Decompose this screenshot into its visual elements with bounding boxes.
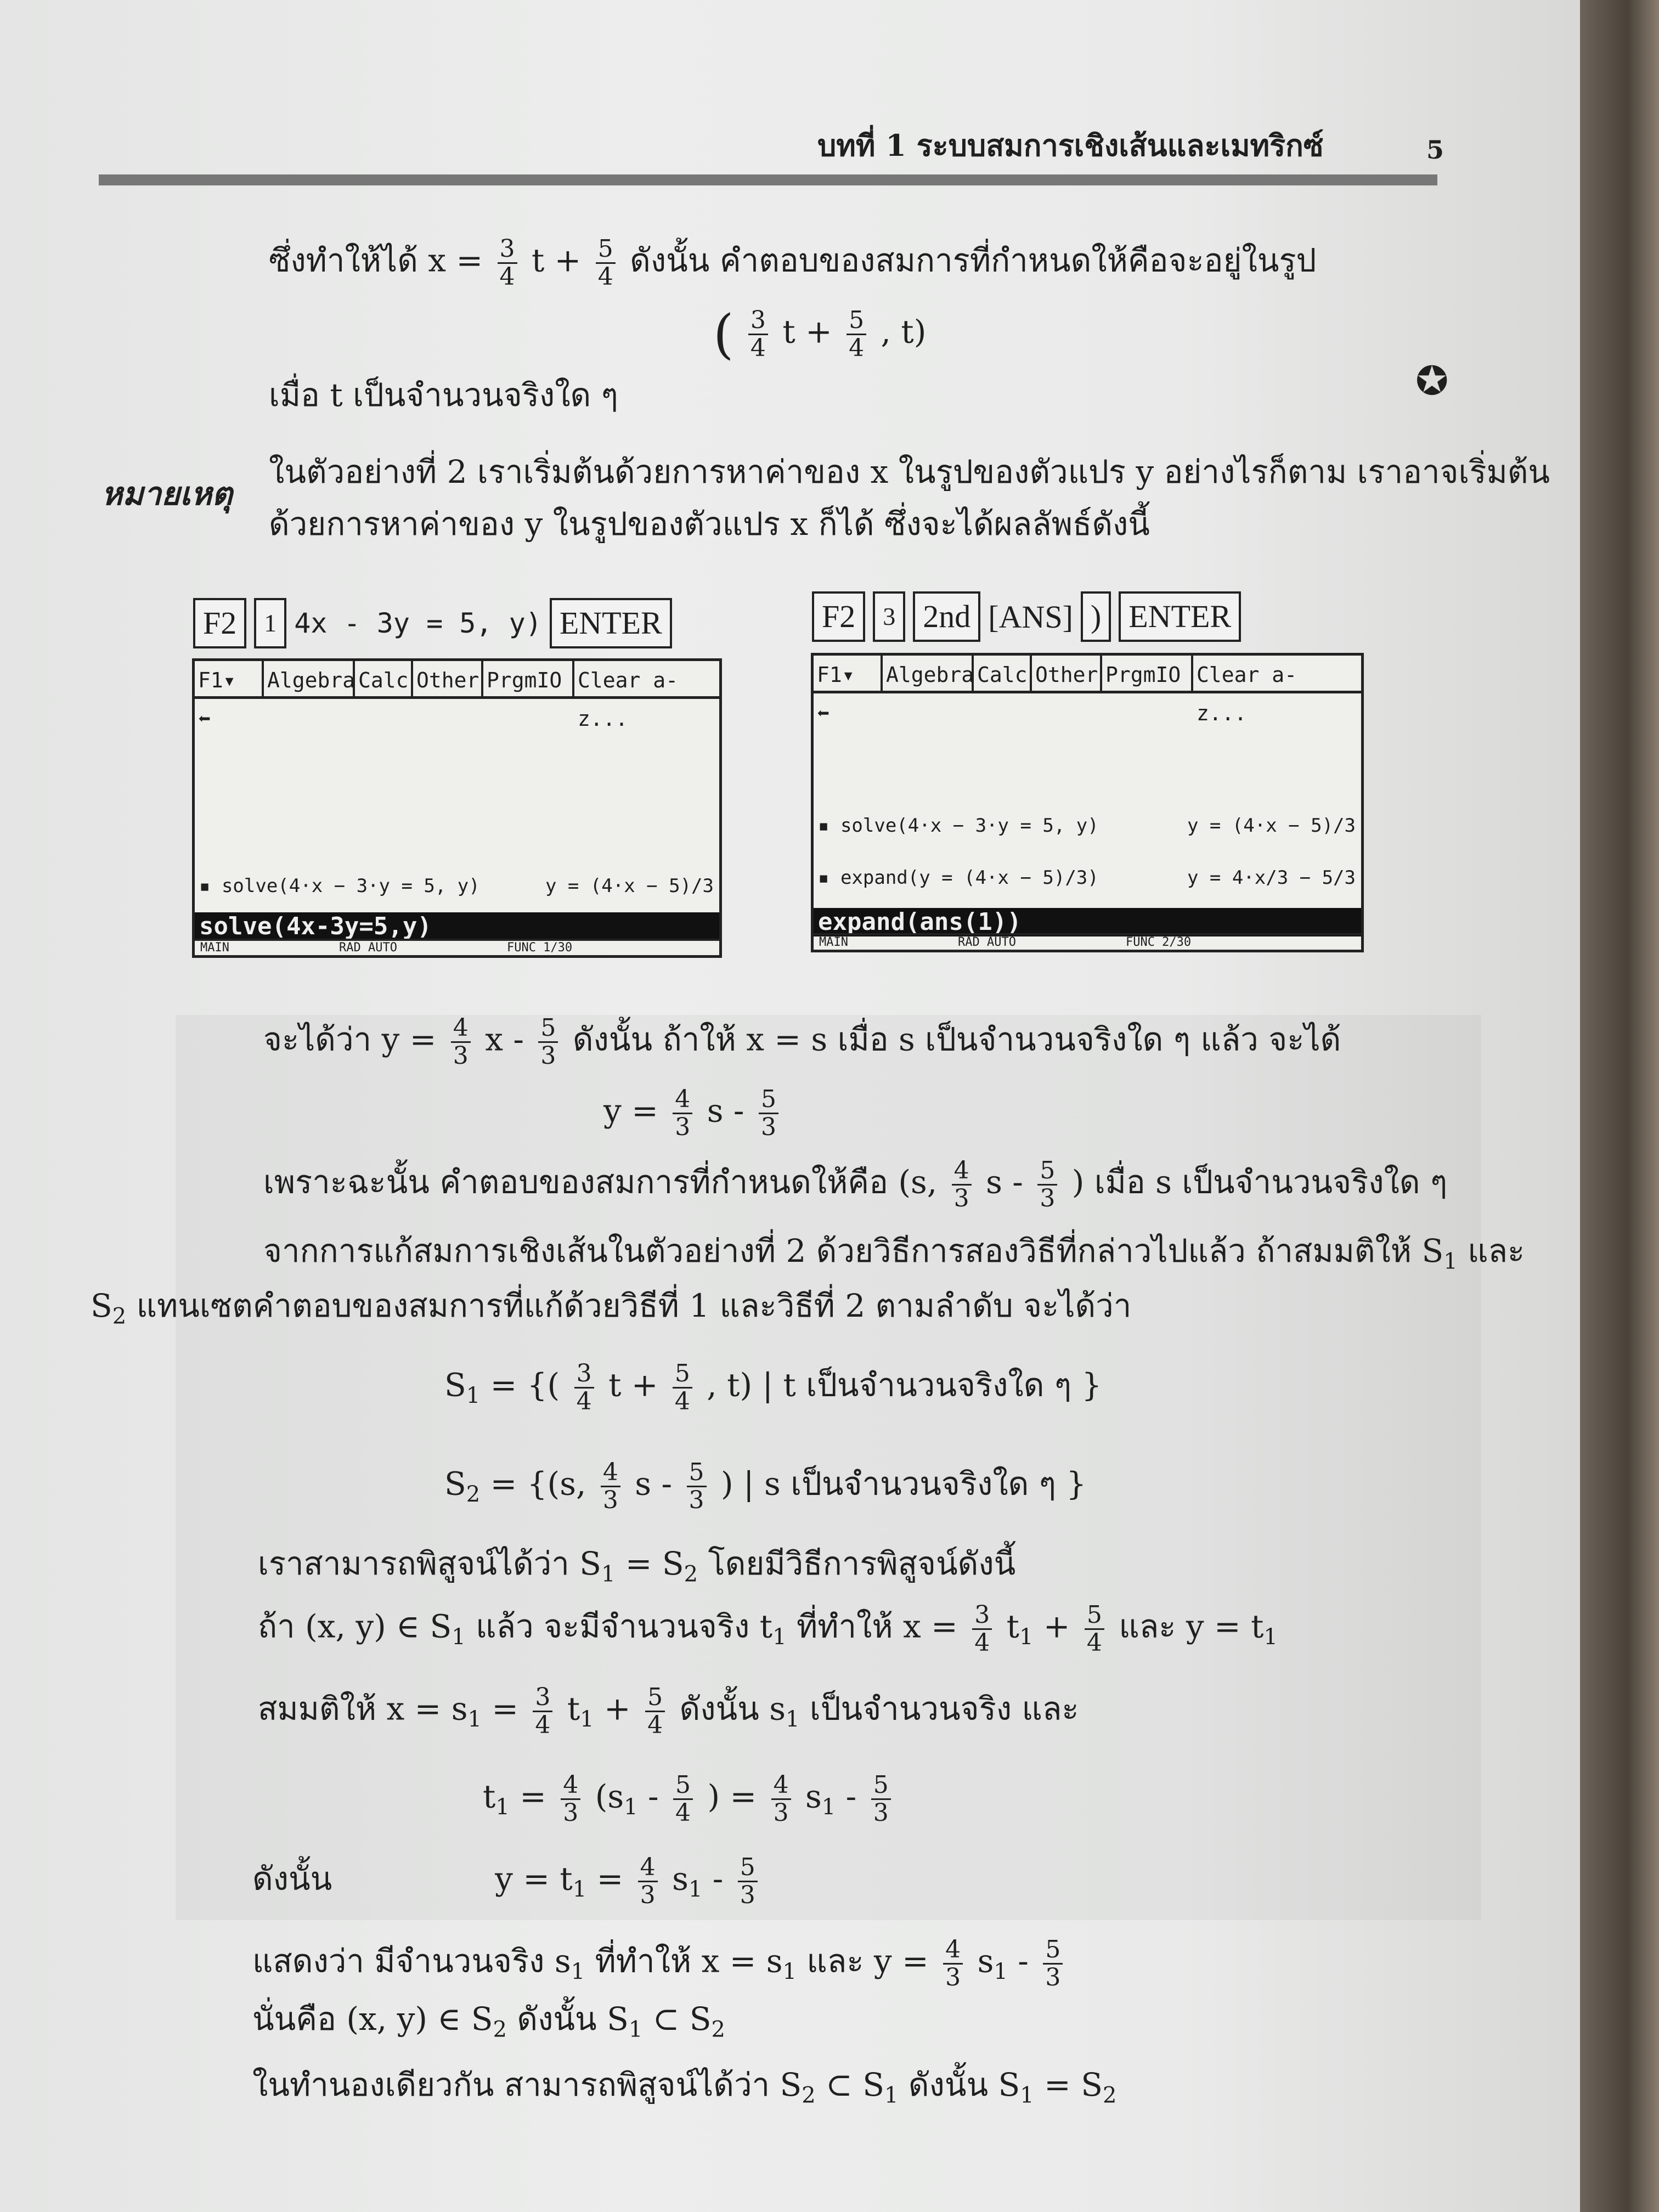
keys-left xyxy=(193,598,672,648)
menu-calc: Calc xyxy=(974,656,1032,691)
keys-right xyxy=(812,591,1241,642)
line-t1: $t_1$ = $\frac{4}{3}$ ($s_1$ - $\frac{5}{4}$ ) = $\frac{4}{3}$ $s_1$ - $\frac{5}{3}$ xyxy=(483,1772,895,1829)
star-icon: ✪ xyxy=(1415,358,1449,404)
key-2nd: 2nd xyxy=(913,591,980,642)
header-rule xyxy=(99,174,1437,185)
line-conclusion: ในทำนองเดียวกัน สามารถพิสูจน์ได้ว่า $S_2$ ⊂ $S_1$ ดังนั้น $S_1 = S_2$ xyxy=(252,2066,1117,2108)
menu-f1: F1▾ ⬅ xyxy=(814,656,883,691)
line-y-s: y = $\frac{4}{3}$ s - $\frac{5}{3}$ xyxy=(603,1086,783,1141)
calc-menu-bar xyxy=(814,656,1361,725)
key-f2: F2 xyxy=(812,591,865,642)
set-s1: $S_1$ = {( $\frac{3}{4}$ t + $\frac{5}{4}$ , t) | t เป็นจำนวนจริงใด ๆ } xyxy=(444,1359,1102,1415)
keys-right-ans: [ANS] xyxy=(988,599,1073,635)
menu-clear: Clear a-z... xyxy=(1197,663,1297,725)
menu-other: Other xyxy=(413,661,483,696)
calc-history-line-1: ▪ solve(4·x − 3·y = 5, y) y = (4·x − 5)/3 xyxy=(818,815,1356,837)
menu-algebra: Algebra xyxy=(883,656,974,691)
line-shows: แสดงว่า มีจำนวนจริง $s_1$ ที่ทำให้ $x = s_1$ และ y = $\frac{4}{3}$ $s_1$ - $\frac{5}{3}$ xyxy=(252,1937,1067,1994)
chapter-header: บทที่ 1 ระบบสมการเชิงเส้นและเมทริกซ์ xyxy=(817,128,1324,163)
set-s2: $S_2 = \{(s$, $\frac{4}{3}$ s - $\frac{5}{3}$ ) | s เป็นจำนวนจริงใด ๆ } xyxy=(444,1458,1087,1514)
key-3: 3 xyxy=(873,591,905,642)
line-t-real: เมื่อ t เป็นจำนวนจริงใด ๆ xyxy=(269,376,618,414)
key-f2: F2 xyxy=(193,598,246,648)
line-if-in-s1: ถ้า (x, y) ∈ $S_1$ แล้ว จะมีจำนวนจริง $t_1$ ที่ทำให้ x = $\frac{3}{4}$ $t_1$ + $\frac{5}{4}$ และ $y = t_1$ xyxy=(258,1601,1278,1657)
menu-f1: F1▾ ⬅ xyxy=(195,661,264,696)
key-enter: ENTER xyxy=(1119,591,1241,642)
solution-tuple: ( $\frac{3}{4}$ t + $\frac{5}{4}$ , t) xyxy=(713,303,927,365)
calc-status-bar: MAIN RAD AUTO FUNC 1/30 xyxy=(195,939,719,955)
menu-algebra: Algebra xyxy=(264,661,355,696)
line-y-result: จะได้ว่า y = $\frac{4}{3}$ x - $\frac{5}{3}$ ดังนั้น ถ้าให้ x = s เมื่อ s เป็นจำนวนจริงใด ๆ แล้ว จะได้ xyxy=(263,1014,1341,1070)
key-enter: ENTER xyxy=(550,598,672,648)
note-label: หมายเหตุ xyxy=(101,475,233,512)
line-therefore-y: ดังนั้น $y = t_1$ = $\frac{4}{3}$ $s_1$ - $\frac{5}{3}$ xyxy=(252,1854,762,1911)
line-prove-equal: เราสามารถพิสูจน์ได้ว่า $S_1 = S_2$ โดยมีวิธีการพิสูจน์ดังนี้ xyxy=(258,1545,1016,1587)
menu-prgmio: PrgmIO xyxy=(483,661,574,696)
calc-status-bar: MAIN RAD AUTO FUNC 2/30 xyxy=(814,933,1361,950)
menu-calc: Calc xyxy=(355,661,413,696)
menu-prgmio: PrgmIO xyxy=(1102,656,1193,691)
line-x-solution: ซึ่งทำให้ได้ x = $\frac{3}{4}$ t + $\frac{5}{4}$ ดังนั้น คำตอบของสมการที่กำหนดให้คือจะอยู่ในรูป xyxy=(269,235,1317,291)
calc-history-line: ▪ solve(4·x − 3·y = 5, y) y = (4·x − 5)/3 xyxy=(199,875,714,897)
key-paren: ) xyxy=(1081,591,1111,642)
page-edge-background xyxy=(1580,0,1659,2212)
key-1: 1 xyxy=(254,598,286,648)
calc-entry-line: expand(ans(1)) xyxy=(814,908,1361,936)
line-set-names: $S_2$ แทนเซตคำตอบของสมการที่แก้ด้วยวิธีที่ 1 และวิธีที่ 2 ตามลำดับ จะได้ว่า xyxy=(91,1287,1132,1329)
calculator-screen-left xyxy=(192,658,722,958)
page-number: 5 xyxy=(1426,135,1444,165)
line-assume-x: สมมติให้ $x = s_1$ = $\frac{3}{4}$ $t_1$ + $\frac{5}{4}$ ดังนั้น $s_1$ เป็นจำนวนจริง และ xyxy=(258,1683,1079,1739)
calculator-screen-right xyxy=(811,653,1364,952)
note-line-2: ด้วยการหาค่าของ y ในรูปของตัวแปร x ก็ได้ ซึ่งจะได้ผลลัพธ์ดังนี้ xyxy=(269,505,1150,543)
calc-entry-line: solve(4x-3y=5,y) xyxy=(195,912,719,941)
menu-clear: Clear a-z... xyxy=(578,668,679,731)
calc-history-line-2: ▪ expand(y = (4·x − 5)/3) y = 4·x/3 − 5/3 xyxy=(818,867,1356,889)
line-subset: นั่นคือ (x, y) ∈ $S_2$ ดังนั้น $S_1$ ⊂ $S_2$ xyxy=(252,2000,725,2042)
menu-other: Other xyxy=(1032,656,1102,691)
note-line-1: ในตัวอย่างที่ 2 เราเริ่มต้นด้วยการหาค่าของ x ในรูปของตัวแปร y อย่างไรก็ตาม เราอาจเริ่มต้น xyxy=(269,453,1550,490)
keys-left-text: 4x - 3y = 5, y) xyxy=(294,607,542,639)
calc-menu-bar xyxy=(195,661,719,731)
line-solution-s: เพราะฉะนั้น คำตอบของสมการที่กำหนดให้คือ (s, $\frac{4}{3}$ s - $\frac{5}{3}$ ) เมื่อ s เป็นจำนวนจริงใด ๆ xyxy=(263,1156,1448,1212)
line-two-methods: จากการแก้สมการเชิงเส้นในตัวอย่างที่ 2 ด้วยวิธีการสองวิธีที่กล่าวไปแล้ว ถ้าสมมติให้ $S_1$ และ xyxy=(263,1232,1525,1274)
